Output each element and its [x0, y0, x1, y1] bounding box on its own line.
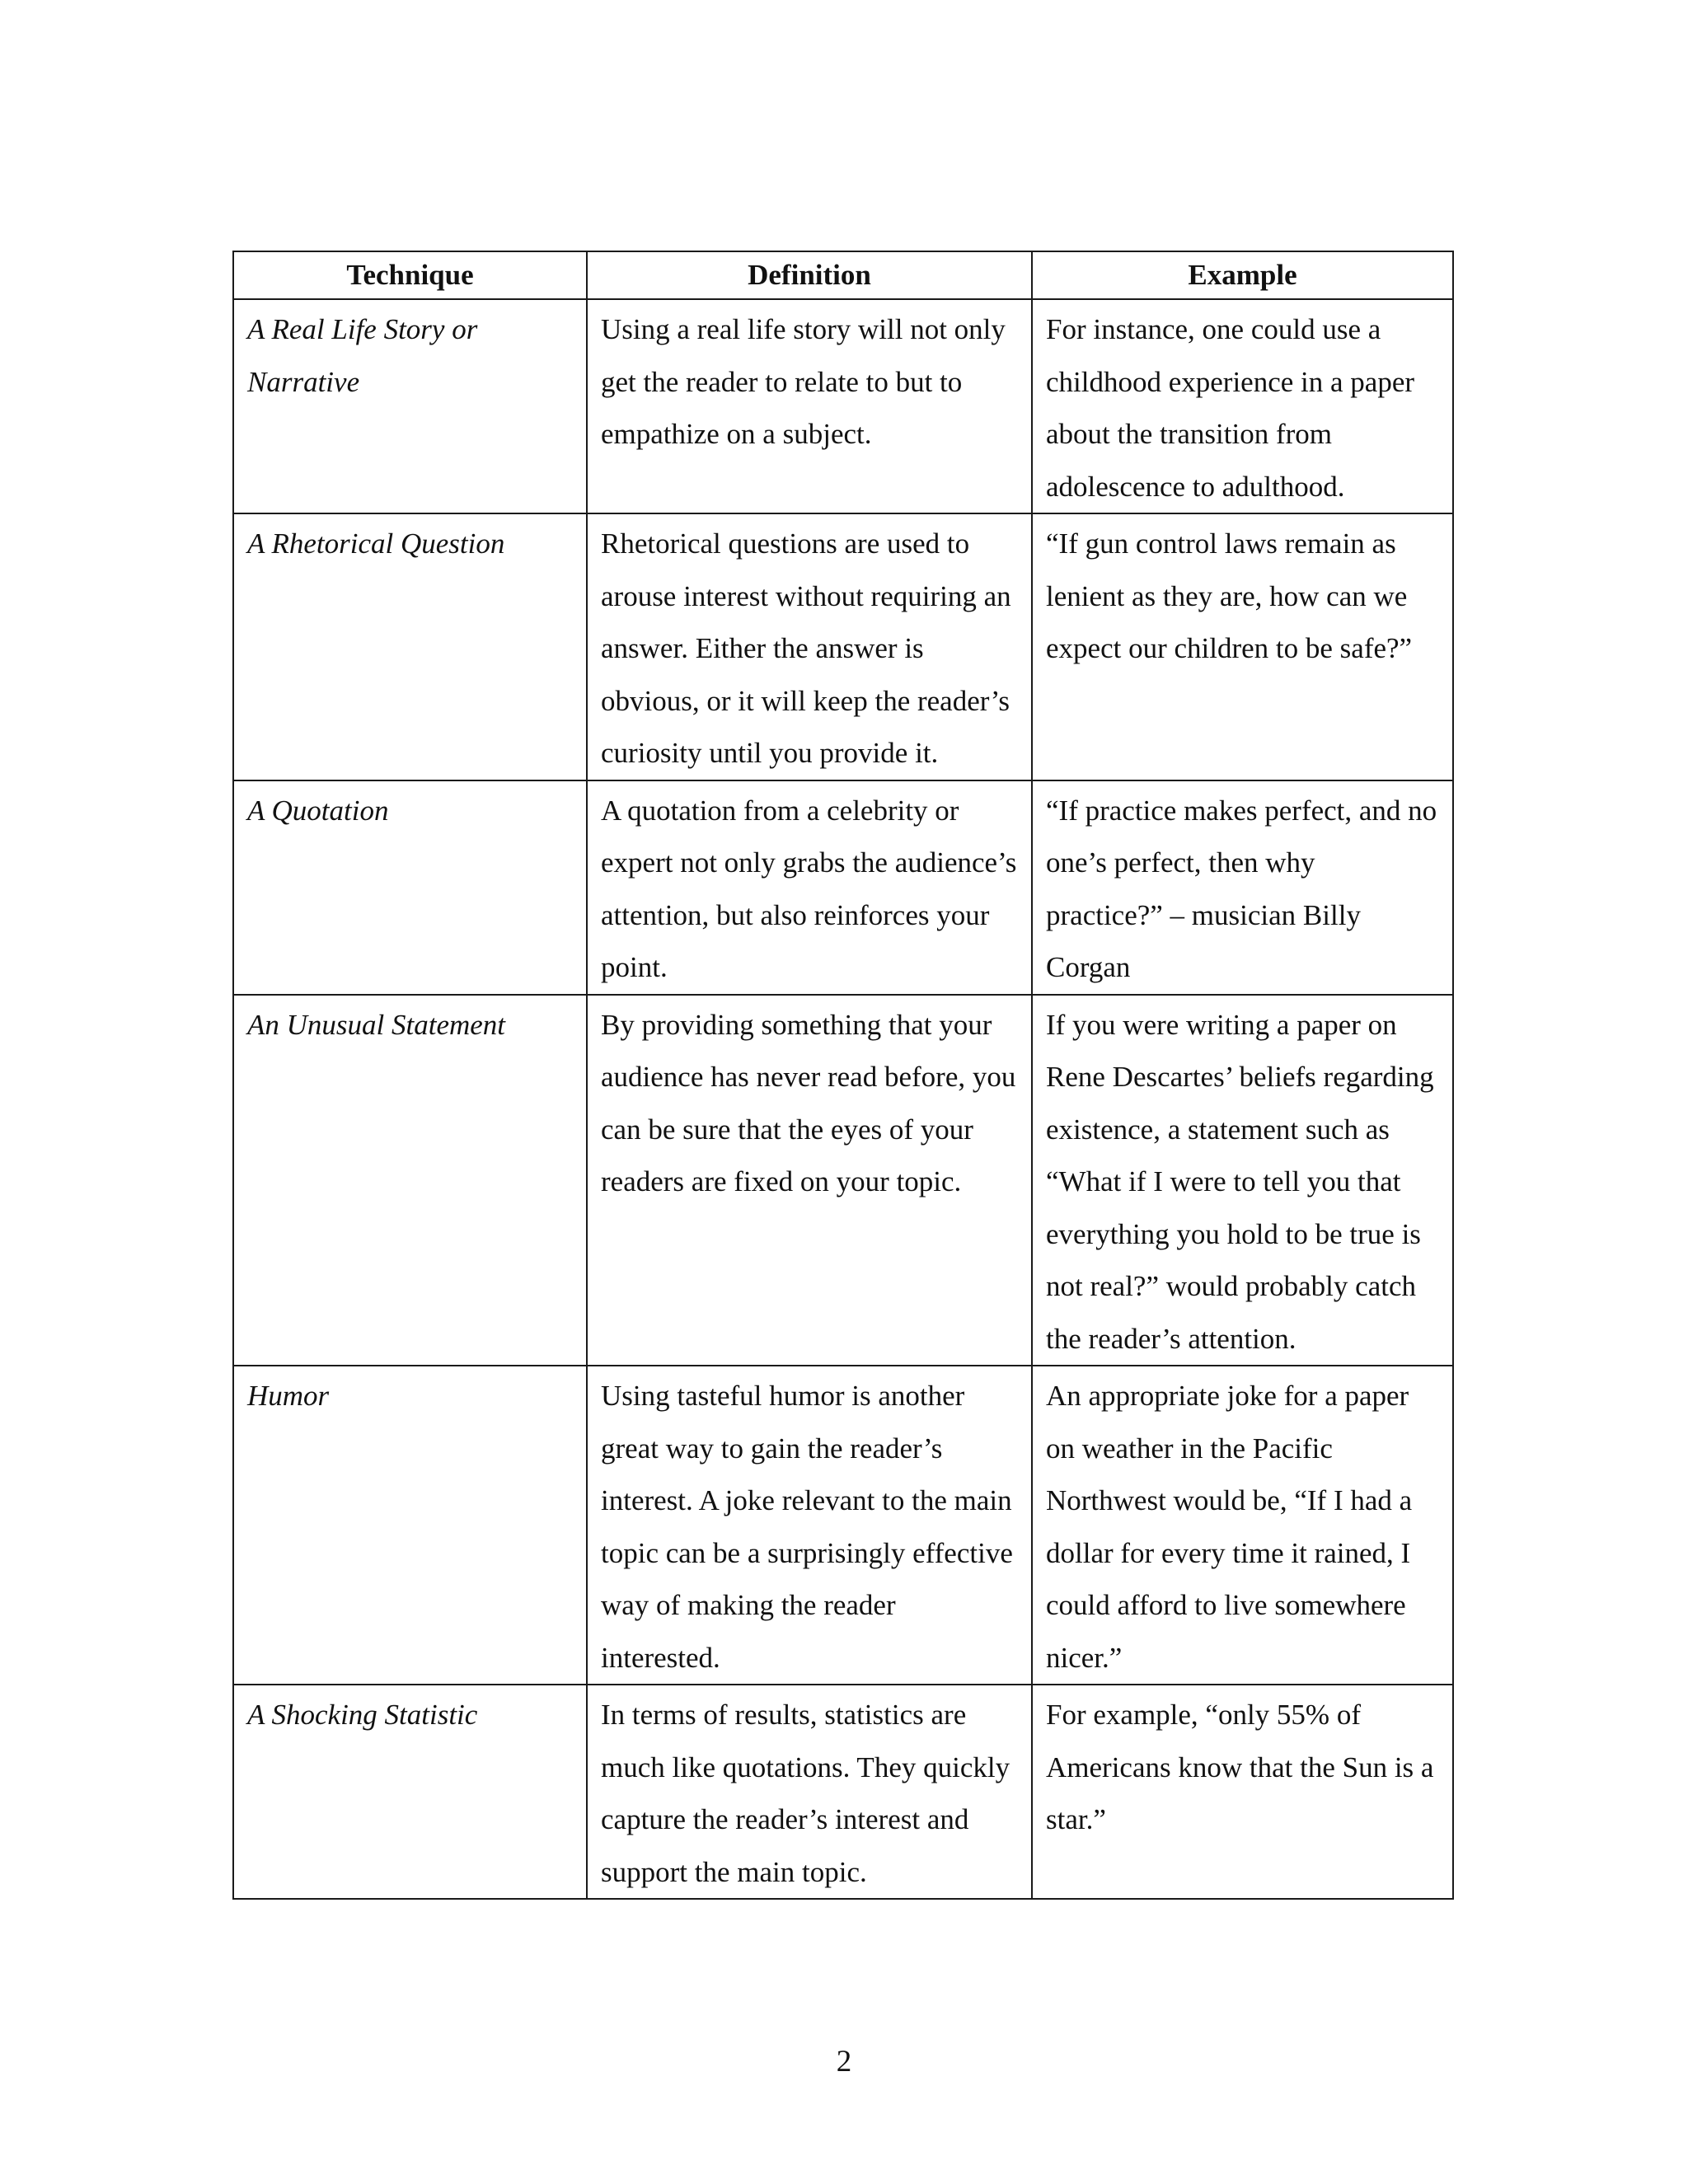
- table-row: [233, 299, 1453, 513]
- example-cell: An appropriate joke for a paper on weather in the Pacific Northwest would be, “If I had a dollar for every time it rained, I could afford to live somewhere nicer.”: [1032, 1366, 1453, 1685]
- definition-cell: A quotation from a celebrity or expert not only grabs the audience’s attention, but also reinforces your point.: [587, 780, 1032, 995]
- table-row: [233, 780, 1453, 995]
- example-cell: “If practice makes perfect, and no one’s perfect, then why practice?” – musician Billy Corgan: [1032, 780, 1453, 995]
- technique-cell: A Shocking Statistic: [233, 1685, 587, 1899]
- table-row: [233, 1685, 1453, 1899]
- table-row: [233, 513, 1453, 780]
- technique-cell: An Unusual Statement: [233, 995, 587, 1366]
- page-number: 2: [836, 2045, 852, 2079]
- example-cell: “If gun control laws remain as lenient as they are, how can we expect our children to be safe?”: [1032, 513, 1453, 780]
- technique-cell: A Quotation: [233, 780, 587, 995]
- technique-cell: A Real Life Story or Narrative: [233, 299, 587, 513]
- definition-cell: Using tasteful humor is another great way to gain the reader’s interest. A joke relevant to the main topic can be a surprisingly effective way of making the reader interested.: [587, 1366, 1032, 1685]
- definition-cell: Rhetorical questions are used to arouse interest without requiring an answer. Either the answer is obvious, or it will keep the reader’s curiosity until you provide it.: [587, 513, 1032, 780]
- technique-cell: Humor: [233, 1366, 587, 1685]
- header-example: Example: [1032, 251, 1453, 299]
- header-technique: Technique: [233, 251, 587, 299]
- table-row: [233, 995, 1453, 1366]
- definition-cell: By providing something that your audience has never read before, you can be sure that the eyes of your readers are fixed on your topic.: [587, 995, 1032, 1366]
- example-cell: For example, “only 55% of Americans know that the Sun is a star.”: [1032, 1685, 1453, 1899]
- header-definition: Definition: [587, 251, 1032, 299]
- definition-cell: Using a real life story will not only get the reader to relate to but to empathize on a subject.: [587, 299, 1032, 513]
- definition-cell: In terms of results, statistics are much like quotations. They quickly capture the reader’s interest and support the main topic.: [587, 1685, 1032, 1899]
- example-cell: If you were writing a paper on Rene Descartes’ beliefs regarding existence, a statement such as “What if I were to tell you that everything you hold to be true is not real?” would probably catch the reader’s attention.: [1032, 995, 1453, 1366]
- example-cell: For instance, one could use a childhood experience in a paper about the transition from adolescence to adulthood.: [1032, 299, 1453, 513]
- table-row: [233, 1366, 1453, 1685]
- techniques-table: [232, 251, 1454, 1900]
- technique-cell: A Rhetorical Question: [233, 513, 587, 780]
- table-header-row: [233, 251, 1453, 299]
